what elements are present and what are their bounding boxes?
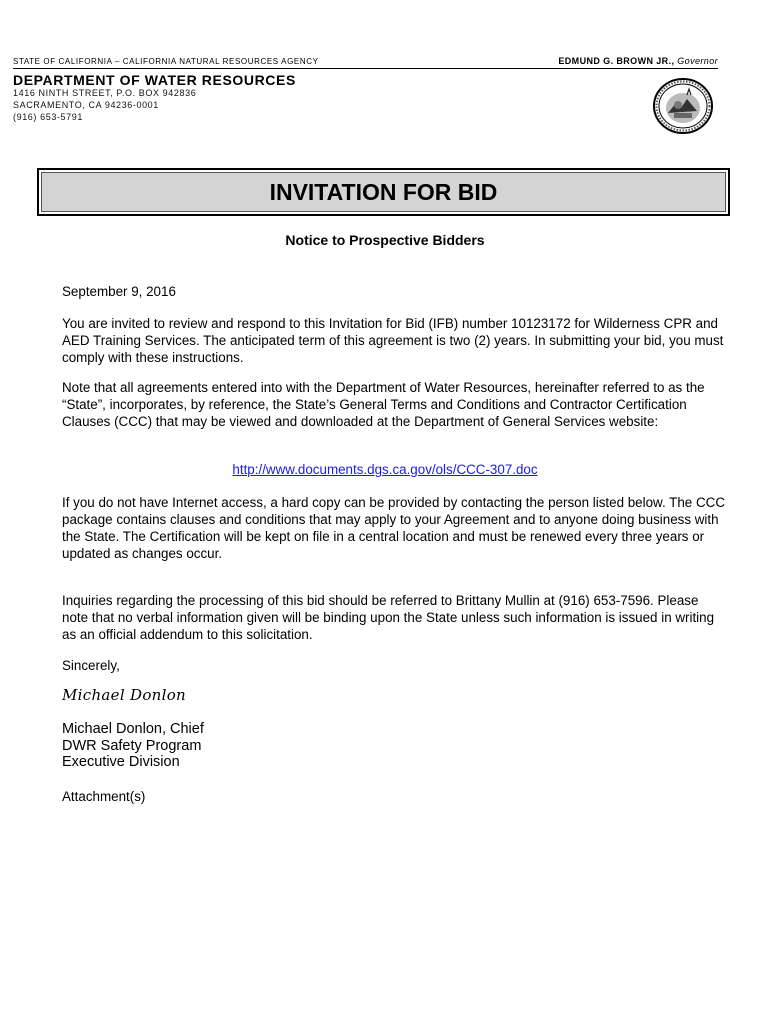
letter-date: September 9, 2016 <box>62 284 176 299</box>
paragraph-invitation <box>62 315 726 366</box>
paragraph-inquiries <box>62 592 726 643</box>
signer-block <box>62 721 204 771</box>
signer-division: Executive Division <box>62 754 180 770</box>
signer-program: DWR Safety Program <box>62 737 202 754</box>
paragraph-hard-copy <box>62 494 726 562</box>
title-banner <box>37 168 730 216</box>
governor-line <box>558 56 718 66</box>
address-line-2: SACRAMENTO, CA 94236-0001 <box>13 100 159 110</box>
document-subtitle: Notice to Prospective Bidders <box>285 232 485 248</box>
attachments-note: Attachment(s) <box>62 789 146 804</box>
paragraph-invitation-text: You are invited to review and respond to this Invitation for Bid (IFB) number 10123172 for Wilderness CPR and AED Training Services. The anticipated term of this agreement is two (2) years. In submitting your bid, you must comply with these instructions. <box>62 316 724 365</box>
ccc-link-line <box>0 462 770 477</box>
department-name: DEPARTMENT OF WATER RESOURCES <box>13 72 296 88</box>
state-seal-icon <box>652 77 714 135</box>
paragraph-agreements <box>62 379 726 430</box>
paragraph-inquiries-text: Inquiries regarding the processing of this bid should be referred to Brittany Mullin at (916) 653-7596. Please note that no verbal information given will be binding upon the State unless such information is issued in writing as an official addendum to this solicitation. <box>62 593 715 642</box>
paragraph-hard-copy-text: If you do not have Internet access, a hard copy can be provided by contacting the person listed below. The CCC package contains clauses and conditions that may apply to your Agreement and to anyone doing business with the State. The Certification will be kept on file in a central location and must be renewed every three years or updated as changes occur. <box>62 495 725 561</box>
phone-number: (916) 653-5791 <box>13 112 83 122</box>
agency-line: STATE OF CALIFORNIA – CALIFORNIA NATURAL RESOURCES AGENCY <box>13 57 319 66</box>
signer-name-title: Michael Donlon, Chief <box>62 721 204 737</box>
closing: Sincerely, <box>62 658 120 673</box>
ccc-document-link[interactable]: http://www.documents.dgs.ca.gov/ols/CCC-307.doc <box>232 462 538 477</box>
address-line-1: 1416 NINTH STREET, P.O. BOX 942836 <box>13 88 197 98</box>
governor-title: Governor <box>677 56 718 66</box>
paragraph-agreements-text: Note that all agreements entered into with the Department of Water Resources, hereinafter referred to as the “State”, incorporates, by reference, the State’s General Terms and Conditions and Contractor Certification Clauses (CCC) that may be viewed and downloaded at the Department of General Services website: <box>62 380 705 429</box>
signature: Michael Donlon <box>62 686 187 704</box>
letterhead-top-line <box>13 56 718 69</box>
governor-name: EDMUND G. BROWN JR., <box>558 56 675 66</box>
document-title: INVITATION FOR BID <box>269 178 498 205</box>
